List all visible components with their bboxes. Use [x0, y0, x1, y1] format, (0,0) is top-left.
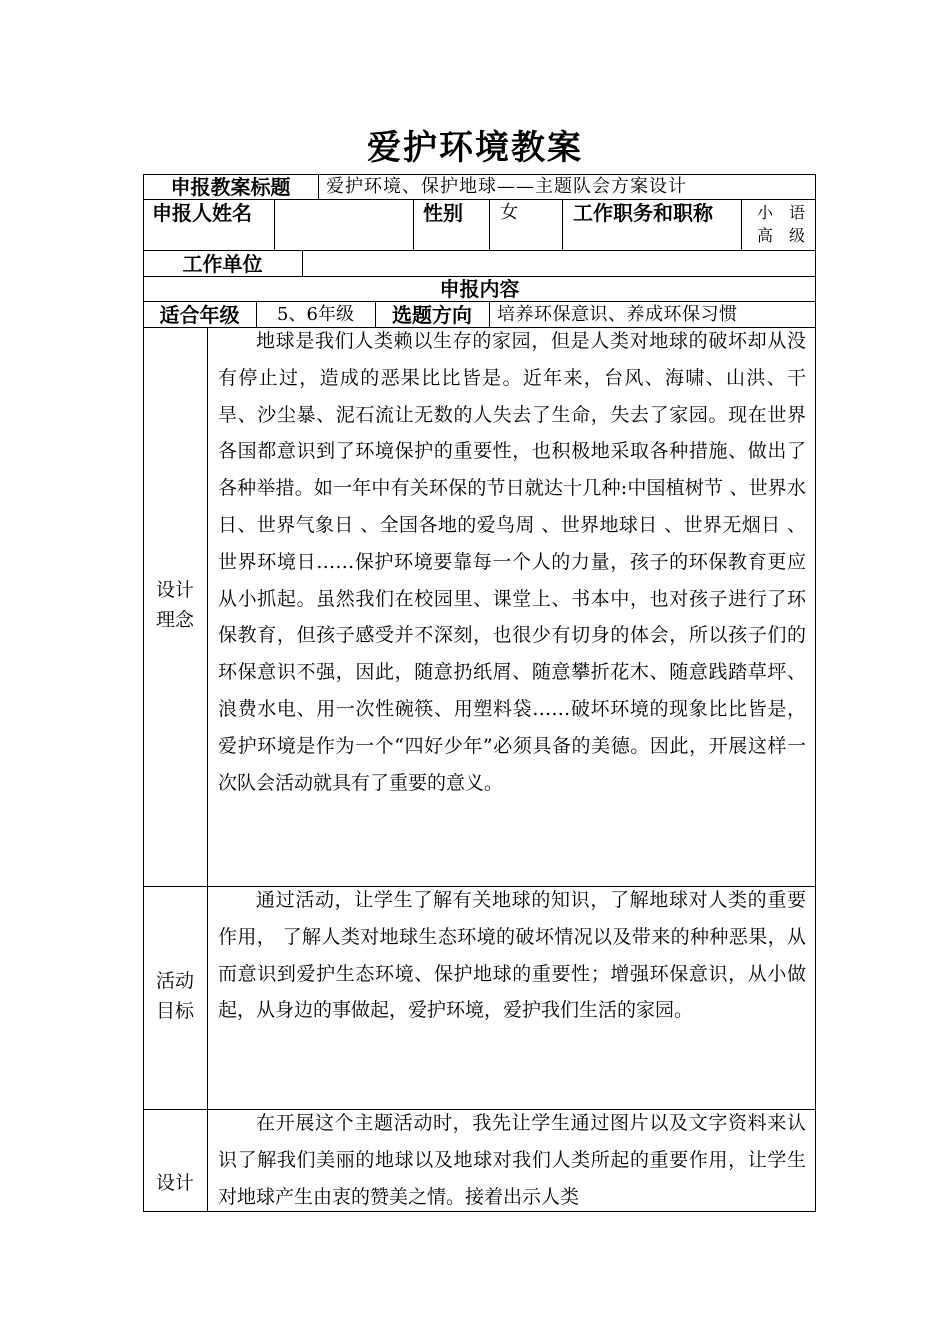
applicant-name-value	[280, 201, 410, 227]
job-title-value-line: 小 语	[756, 203, 805, 222]
table-border	[562, 199, 563, 251]
table-border	[143, 301, 816, 302]
table-border	[143, 1211, 816, 1212]
gender-value: 女	[500, 202, 518, 223]
section-label-line: 活动	[155, 970, 194, 992]
table-border	[143, 250, 816, 251]
section-label-line: 目标	[155, 1000, 194, 1022]
table-border	[274, 199, 275, 251]
table-border	[143, 199, 816, 200]
section-label-activity-goals	[143, 966, 207, 1026]
table-border	[207, 327, 208, 1212]
section-text-design-concept: 地球是我们人类赖以生存的家园，但是人类对地球的破坏却从没有停止过，造成的恶果比比皆是。近年来，台风、海啸、山洪、干旱、沙尘暴、泥石流让无数的人失去了生命，失去了家园。现在世界各国都意识到了环境保护的重要性，也积极地采取各种措施、做出了各种举措。如一年中有关环保的节日就达十几种:中国植树节 、世界水日、世界气象日 、全国各地的爱鸟周 、世界地球日 、世界无烟日 、世界环境日……保护环境要靠每一个人的力量，孩子的环保教育更应从小抓起。虽然我们在校园里、课堂上、书本中，也对孩子进行了环保教育，但孩子感受并不深刻，也很少有切身的体会，所以孩子们的环保意识不强，因此，随意扔纸屑、随意攀折花木、随意践踏草坪、浪费水电、用一次性碗筷、用塑料袋……破坏环境的现象比比皆是，爱护环境是作为一个“四好少年”必须具备的美德。因此，开展这样一次队会活动就具有了重要的意义。	[218, 330, 806, 794]
table-border	[489, 199, 490, 251]
table-border	[413, 199, 414, 251]
section-label-design-concept	[143, 575, 207, 635]
grade-label: 适合年级	[159, 303, 240, 327]
section-label-line: 设计	[155, 579, 194, 601]
topic-label: 选题方向	[392, 303, 472, 327]
section-label-design	[143, 1168, 207, 1198]
table-border	[741, 199, 742, 251]
job-title-value-line: 高 级	[756, 226, 805, 245]
gender-label: 性别	[423, 201, 463, 225]
applicant-name-label: 申报人姓名	[152, 201, 252, 225]
topic-value: 培养环保意识、养成环保习惯	[497, 304, 738, 325]
table-border	[318, 174, 319, 200]
work-unit-label: 工作单位	[182, 252, 263, 276]
page-title: 爱护环境教案	[367, 128, 583, 168]
grade-value: 5、6年级	[277, 304, 354, 325]
work-unit-value	[310, 252, 810, 276]
title-label: 申报教案标题	[170, 175, 291, 199]
section-label-line: 设计	[155, 1172, 194, 1194]
section-label-line: 理念	[155, 609, 194, 631]
content-header: 申报内容	[439, 277, 520, 301]
table-border	[143, 174, 144, 1212]
section-text-activity-goals: 通过活动，让学生了解有关地球的知识，了解地球对人类的重要作用， 了解人类对地球生态环境的破坏情况以及带来的种种恶果，从而意识到爱护生态环境、保护地球的重要性；增强环保意识，从小做起，从身边的事做起，爱护环境，爱护我们生活的家园。	[218, 889, 806, 1022]
table-border	[302, 250, 303, 277]
section-text-design: 在开展这个主题活动时，我先让学生通过图片以及文字资料来认识了解我们美丽的地球以及地球对我们人类所起的重要作用，让学生对地球产生由衷的赞美之情。接着出示人类	[218, 1112, 806, 1208]
job-title-label: 工作职务和职称	[573, 201, 713, 225]
title-value: 爱护环境、保护地球——主题队会方案设计	[326, 176, 687, 197]
job-title-value	[748, 201, 814, 249]
table-border	[815, 174, 816, 1212]
